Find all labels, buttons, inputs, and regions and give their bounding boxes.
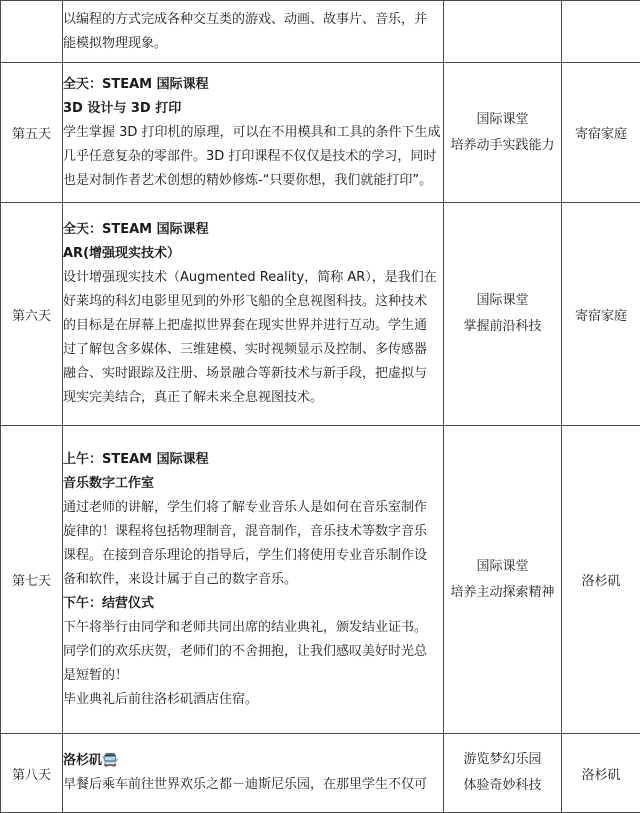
- goal-line: 国际课堂: [444, 107, 561, 133]
- goal-cell: [444, 426, 562, 734]
- description-line: 融合、实时跟踪及注册、场景融合等新技术与新手段，把虚拟与: [63, 362, 443, 386]
- goal-line: 掌握前沿科技: [444, 314, 561, 340]
- day-cell: 第五天: [1, 63, 63, 203]
- section-heading: AR(增强现实技术）: [63, 242, 443, 266]
- goal-line: 培养动手实践能力: [444, 133, 561, 159]
- section-heading: 3D 设计与 3D 打印: [63, 97, 443, 121]
- goal-line: 游览梦幻乐园: [444, 747, 561, 773]
- description-line: 过了解包含多媒体、三维建模、实时视频显示及控制、多传感器: [63, 338, 443, 362]
- itinerary-body: [1, 1, 640, 813]
- section-heading: 上午：STEAM 国际课程: [63, 448, 443, 472]
- description-line: 几乎任意复杂的零部件。3D 打印课程不仅仅是技术的学习，同时: [63, 145, 443, 169]
- description-line: 能模拟物理现象。: [63, 32, 443, 56]
- content-cell: [63, 1, 444, 63]
- description-line: 通过老师的讲解，学生们将了解专业音乐人是如何在音乐室制作: [63, 496, 443, 520]
- goal-cell: [444, 203, 562, 426]
- section-heading: 下午：结营仪式: [63, 592, 443, 616]
- goal-cell: [444, 63, 562, 203]
- description-line: 课程。在接到音乐理论的指导后，学生们将使用专业音乐制作设: [63, 544, 443, 568]
- goal-cell: [444, 1, 562, 63]
- goal-line: 国际课堂: [444, 554, 561, 580]
- day-cell: [1, 1, 63, 63]
- goal-line: 体验奇妙科技: [444, 773, 561, 799]
- stay-cell: [562, 1, 640, 63]
- section-heading: 全天：STEAM 国际课程: [63, 73, 443, 97]
- description-line: 的目标是在屏幕上把虚拟世界套在现实世界并进行互动。学生通: [63, 314, 443, 338]
- table-row: [1, 734, 640, 813]
- description-line: 设计增强现实技术（Augmented Reality，简称 AR），是我们在: [63, 266, 443, 290]
- goal-line: 国际课堂: [444, 288, 561, 314]
- table-row: [1, 426, 640, 734]
- description-line: 旋律的！课程将包括物理制音，混音制作，音乐技术等数字音乐: [63, 520, 443, 544]
- section-heading: 洛杉矶🚍: [63, 749, 443, 773]
- table-row: [1, 1, 640, 63]
- goal-line: 培养主动探索精神: [444, 580, 561, 606]
- table-row: [1, 63, 640, 203]
- description-line: 备和软件，来设计属于自己的数字音乐。: [63, 568, 443, 592]
- content-cell: [63, 734, 444, 813]
- table-row: [1, 203, 640, 426]
- description-line: 毕业典礼后前往洛杉矶酒店住宿。: [63, 688, 443, 712]
- description-line: 也是对制作者艺术创想的精妙修炼-“只要你想，我们就能打印”。: [63, 169, 443, 193]
- description-line: 早餐后乘车前往世界欢乐之都－迪斯尼乐园，在那里学生不仅可: [63, 773, 443, 797]
- content-cell: [63, 426, 444, 734]
- description-line: 以编程的方式完成各种交互类的游戏、动画、故事片、音乐，并: [63, 8, 443, 32]
- stay-cell: 寄宿家庭: [562, 63, 640, 203]
- section-heading: 全天：STEAM 国际课程: [63, 218, 443, 242]
- day-cell: 第七天: [1, 426, 63, 734]
- day-cell: 第八天: [1, 734, 63, 813]
- description-line: 学生掌握 3D 打印机的原理，可以在不用模具和工具的条件下生成: [63, 121, 443, 145]
- stay-cell: 洛杉矶: [562, 426, 640, 734]
- goal-cell: [444, 734, 562, 813]
- description-line: 现实完美结合，真正了解未来全息视图技术。: [63, 386, 443, 410]
- stay-cell: 寄宿家庭: [562, 203, 640, 426]
- content-cell: [63, 203, 444, 426]
- section-heading: 音乐数字工作室: [63, 472, 443, 496]
- content-cell: [63, 63, 444, 203]
- description-line: 是短暂的！: [63, 664, 443, 688]
- description-line: 好莱坞的科幻电影里见到的外形飞船的全息视图科技。这种技术: [63, 290, 443, 314]
- description-line: 同学们的欢乐庆贺，老师们的不舍拥抱，让我们感叹美好时光总: [63, 640, 443, 664]
- stay-cell: 洛杉矶: [562, 734, 640, 813]
- day-cell: 第六天: [1, 203, 63, 426]
- description-line: 下午将举行由同学和老师共同出席的结业典礼，颁发结业证书。: [63, 616, 443, 640]
